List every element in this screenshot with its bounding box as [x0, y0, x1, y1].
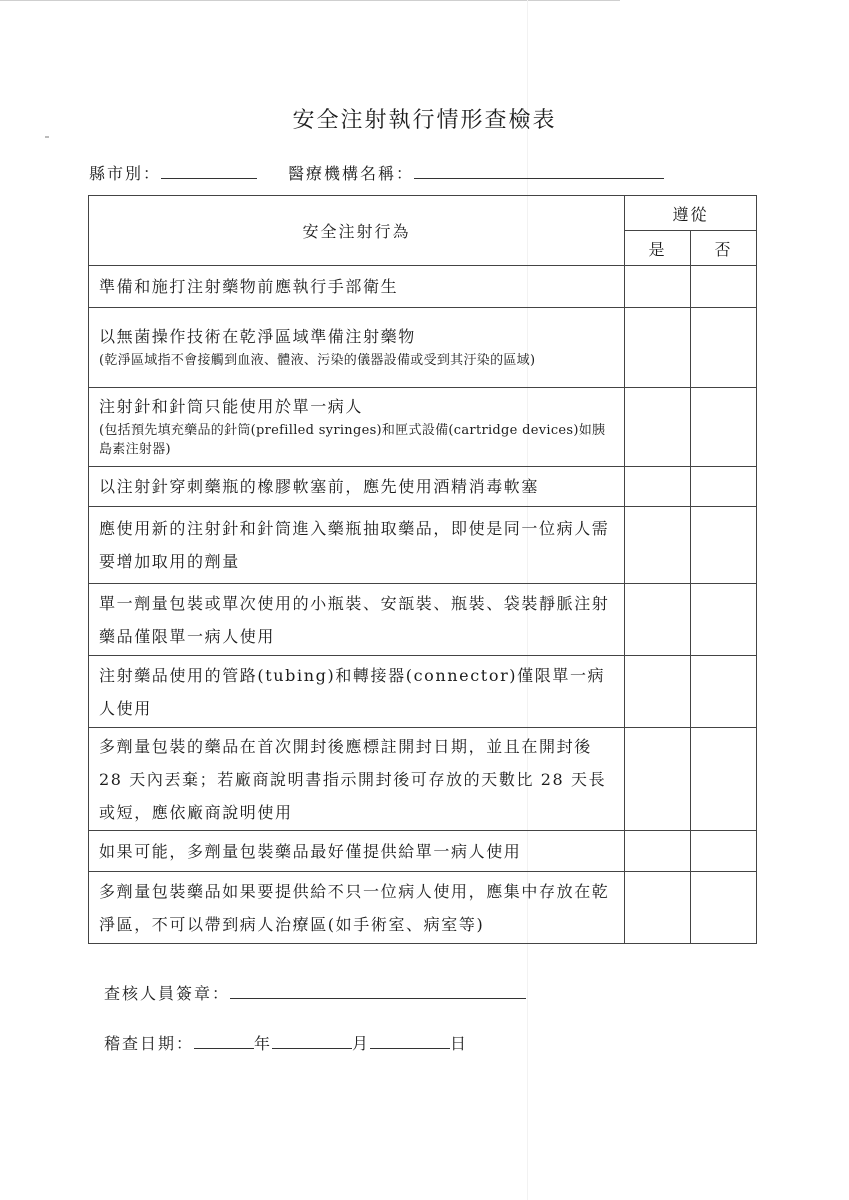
- scan-speck: [45, 136, 49, 138]
- column-header-yes: 是: [625, 231, 691, 266]
- no-checkbox-cell[interactable]: [691, 728, 757, 831]
- item-text: 多劑量包裝的藥品在首次開封後應標註開封日期，並且在開封後 28 天內丟棄；若廠商說明書指示開封後可存放的天數比 28 天長或短，應依廠商說明使用: [89, 728, 625, 831]
- table-row: [89, 728, 757, 831]
- inspection-date-row: [104, 1031, 468, 1054]
- no-checkbox-cell[interactable]: [691, 872, 757, 944]
- item-text: [89, 266, 625, 308]
- item-text: [89, 467, 625, 507]
- table-row: [89, 467, 757, 507]
- table-row: [89, 507, 757, 584]
- inspector-signature-field[interactable]: [230, 984, 526, 999]
- county-row: [89, 161, 257, 184]
- yes-checkbox-cell[interactable]: [625, 467, 691, 507]
- header-row-top: [89, 196, 757, 231]
- yes-checkbox-cell[interactable]: [625, 388, 691, 467]
- item-text: 注射藥品使用的管路(tubing)和轉接器(connector)僅限單一病人使用: [89, 656, 625, 728]
- yes-checkbox-cell[interactable]: [625, 308, 691, 388]
- yes-checkbox-cell[interactable]: [625, 507, 691, 584]
- item-main-text: 以無菌操作技術在乾淨區域準備注射藥物: [99, 327, 416, 346]
- month-field[interactable]: [272, 1034, 352, 1049]
- no-checkbox-cell[interactable]: [691, 831, 757, 872]
- no-checkbox-cell[interactable]: [691, 308, 757, 388]
- year-field[interactable]: [194, 1034, 254, 1049]
- item-text: [89, 388, 625, 467]
- item-text: 應使用新的注射針和針筒進入藥瓶抽取藥品，即使是同一位病人需要增加取用的劑量: [89, 507, 625, 584]
- yes-checkbox-cell[interactable]: [625, 584, 691, 656]
- institution-row: [288, 161, 664, 184]
- table-row: [89, 266, 757, 308]
- item-note-text: (包括預先填充藥品的針筒(prefilled syringes)和匣式設備(cartridge devices)如胰島素注射器): [99, 423, 606, 457]
- no-checkbox-cell[interactable]: [691, 388, 757, 467]
- no-checkbox-cell[interactable]: [691, 584, 757, 656]
- no-checkbox-cell[interactable]: [691, 467, 757, 507]
- table-row: [89, 388, 757, 467]
- column-header-action: 安全注射行為: [89, 196, 625, 266]
- day-label: 日: [450, 1034, 469, 1053]
- day-field[interactable]: [370, 1034, 450, 1049]
- table-row: [89, 308, 757, 388]
- no-checkbox-cell[interactable]: [691, 507, 757, 584]
- yes-checkbox-cell[interactable]: [625, 656, 691, 728]
- item-note-text: (乾淨區域指不會接觸到血液、體液、污染的儀器設備或受到其汙染的區域): [99, 353, 536, 368]
- date-label: 稽查日期：: [104, 1034, 195, 1053]
- table-row: [89, 584, 757, 656]
- yes-checkbox-cell[interactable]: [625, 831, 691, 872]
- yes-checkbox-cell[interactable]: [625, 266, 691, 308]
- institution-field[interactable]: [414, 164, 664, 179]
- table-row: [89, 656, 757, 728]
- inspector-label: 查核人員簽章：: [104, 984, 231, 1003]
- page-title: 安全注射執行情形查檢表: [292, 108, 557, 133]
- item-text: 單一劑量包裝或單次使用的小瓶裝、安瓿裝、瓶裝、袋裝靜脈注射藥品僅限單一病人使用: [89, 584, 625, 656]
- county-label: 縣市別：: [89, 164, 162, 183]
- item-text: 多劑量包裝藥品如果要提供給不只一位病人使用，應集中存放在乾淨區，不可以帶到病人治療區(如手術室、病室等): [89, 872, 625, 944]
- item-main-text: 注射針和針筒只能使用於單一病人: [99, 397, 364, 416]
- item-main-text: 準備和施打注射藥物前應執行手部衛生: [99, 276, 399, 296]
- column-header-no: 否: [691, 231, 757, 266]
- column-header-comply: 遵從: [625, 196, 757, 231]
- item-text: 如果可能，多劑量包裝藥品最好僅提供給單一病人使用: [89, 831, 625, 872]
- table-row: [89, 831, 757, 872]
- item-text: [89, 308, 625, 388]
- no-checkbox-cell[interactable]: [691, 266, 757, 308]
- checklist-table: [88, 195, 757, 944]
- no-checkbox-cell[interactable]: [691, 656, 757, 728]
- institution-label: 醫療機構名稱：: [288, 164, 415, 183]
- item-main-text: 以注射針穿刺藥瓶的橡膠軟塞前，應先使用酒精消毒軟塞: [99, 476, 540, 496]
- month-label: 月: [352, 1034, 371, 1053]
- inspector-row: [104, 981, 526, 1004]
- yes-checkbox-cell[interactable]: [625, 872, 691, 944]
- county-field[interactable]: [161, 164, 257, 179]
- table-row: [89, 872, 757, 944]
- yes-checkbox-cell[interactable]: [625, 728, 691, 831]
- year-label: 年: [254, 1034, 273, 1053]
